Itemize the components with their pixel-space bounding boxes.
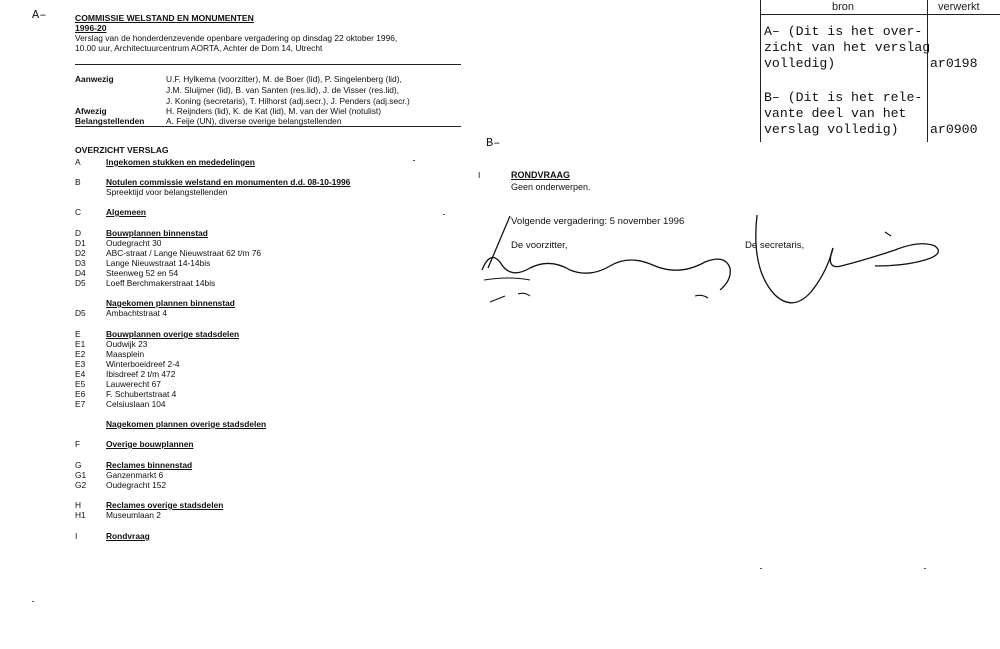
overview-item: Oudwijk 23 (106, 339, 148, 349)
overview-code: D4 (75, 268, 86, 278)
present-line-2: J.M. Sluijmer (lid), B. van Santen (res.lid), J. de Visser (res.lid), (166, 85, 400, 95)
overview-code: C (75, 207, 82, 217)
document-title: COMMISSIE WELSTAND EN MONUMENTEN (75, 13, 254, 23)
intro-line-2: 10.00 uur, Architectuurcentrum AORTA, Achter de Dom 14, Utrecht (75, 43, 323, 53)
source-row-b-line-2: vante deel van het (764, 106, 907, 121)
stakeholders-text: A. Feije (UN), diverse overige belangstellenden (166, 116, 342, 126)
header-rule (75, 64, 461, 65)
present-line-1: U.F. Hylkema (voorzitter), M. de Boer (lid), P. Singelenberg (lid), (166, 74, 402, 84)
stray-mark (32, 601, 34, 602)
overview-code: D1 (75, 238, 86, 248)
overview-code: D (75, 228, 82, 238)
overview-code: E4 (75, 369, 86, 379)
present-line-3: J. Koning (secretaris), T. Hilhorst (adj.secr.), J. Penders (adj.secr.) (166, 96, 410, 106)
overview-heading: Bouwplannen binnenstad (106, 228, 208, 238)
overview-heading: Rondvraag (106, 531, 150, 541)
stakeholders-label: Belangstellenden (75, 116, 145, 126)
overview-code: G1 (75, 470, 87, 480)
overview-item: Maasplein (106, 349, 145, 359)
source-table (760, 0, 1000, 142)
overview-code: G2 (75, 480, 87, 490)
processed-code-a: ar0198 (930, 56, 978, 71)
absent-label: Afwezig (75, 106, 107, 116)
overview-heading: Nagekomen plannen overige stadsdelen (106, 419, 267, 429)
overview-heading: Notulen commissie welstand en monumenten d.d. 08-10-1996 (106, 177, 351, 187)
rondvraag-title: RONDVRAAG (511, 170, 571, 180)
overview-heading: Reclames binnenstad (106, 460, 193, 470)
overview-code: I (75, 531, 78, 541)
overview-heading: Reclames overige stadsdelen (106, 500, 224, 510)
stray-mark (760, 568, 762, 569)
overview-item: Museumlaan 2 (106, 510, 161, 520)
col-processed-header: verwerkt (938, 1, 980, 13)
overview-item: Lauwerecht 67 (106, 379, 161, 389)
col-source-header: bron (832, 1, 855, 13)
overview-item: Spreektijd voor belangstellenden (106, 187, 228, 197)
overview-heading: Algemeen (106, 207, 147, 217)
overview-code: G (75, 460, 82, 470)
overview-item: Steenweg 52 en 54 (106, 268, 179, 278)
secretary-signature-icon (745, 210, 945, 320)
overview-item: F. Schubertstraat 4 (106, 389, 177, 399)
overview-item: Oudegracht 30 (106, 238, 162, 248)
overview-code: D2 (75, 248, 86, 258)
overview-code: F (75, 439, 81, 449)
intro-line-1: Verslag van de honderdenzevende openbare vergadering op dinsdag 22 oktober 1996, (75, 33, 398, 43)
overview-item: Winterboeidreef 2-4 (106, 359, 180, 369)
overview-item: Ambachtstraat 4 (106, 308, 167, 318)
overview-heading: Bouwplannen overige stadsdelen (106, 329, 240, 339)
overview-code: H (75, 500, 82, 510)
source-row-a-line-3: volledig) (764, 56, 836, 71)
chair-label: De voorzitter, (511, 240, 568, 251)
source-row-a-line-1: A– (Dit is het over- (764, 24, 923, 39)
rondvraag-code: I (478, 170, 481, 180)
overview-item: Lange Nieuwstraat 14-14bis (106, 258, 211, 268)
present-label: Aanwezig (75, 74, 114, 84)
overview-code: E1 (75, 339, 86, 349)
handwritten-mark-a: A– (32, 8, 47, 22)
overview-code: E (75, 329, 81, 339)
document-number: 1996-20 (75, 23, 107, 33)
stray-mark (443, 214, 445, 215)
overview-item: Loeff Berchmakerstraat 14bis (106, 278, 216, 288)
absent-text: H. Reijnders (lid), K. de Kat (lid), M. van der Wiel (notulist) (166, 106, 382, 116)
overview-code: E3 (75, 359, 86, 369)
handwritten-mark-b: B– (486, 136, 501, 150)
stray-mark (924, 568, 926, 569)
chair-signature-icon (470, 210, 770, 310)
overview-code: D3 (75, 258, 86, 268)
overview-code: H1 (75, 510, 86, 520)
overview-item: Celsiuslaan 104 (106, 399, 166, 409)
overview-code: B (75, 177, 81, 187)
overview-code: A (75, 157, 81, 167)
stray-mark (413, 160, 415, 161)
next-meeting: Volgende vergadering: 5 november 1996 (511, 216, 685, 227)
overview-item: Ganzenmarkt 6 (106, 470, 164, 480)
overview-code: E6 (75, 389, 86, 399)
secretary-label: De secretaris, (745, 240, 805, 251)
source-row-b-line-1: B– (Dit is het rele- (764, 90, 923, 105)
overview-item: Oudegracht 152 (106, 480, 167, 490)
overview-code: E5 (75, 379, 86, 389)
overview-code: D5 (75, 308, 86, 318)
overview-code: E7 (75, 399, 86, 409)
overview-item: Ibisdreef 2 t/m 472 (106, 369, 176, 379)
overview-heading: Ingekomen stukken en mededelingen (106, 157, 255, 167)
overview-item: ABC-straat / Lange Nieuwstraat 62 t/m 76 (106, 248, 262, 258)
overview-heading: Overige bouwplannen (106, 439, 194, 449)
overview-code: D5 (75, 278, 86, 288)
source-row-b-line-3: verslag volledig) (764, 122, 899, 137)
rondvraag-text: Geen onderwerpen. (511, 182, 591, 192)
overview-code: E2 (75, 349, 86, 359)
attendance-rule (75, 126, 461, 127)
source-row-a-line-2: zicht van het verslag (764, 40, 931, 55)
overview-heading: Nagekomen plannen binnenstad (106, 298, 235, 308)
processed-code-b: ar0900 (930, 122, 978, 137)
overview-title: OVERZICHT VERSLAG (75, 145, 169, 155)
